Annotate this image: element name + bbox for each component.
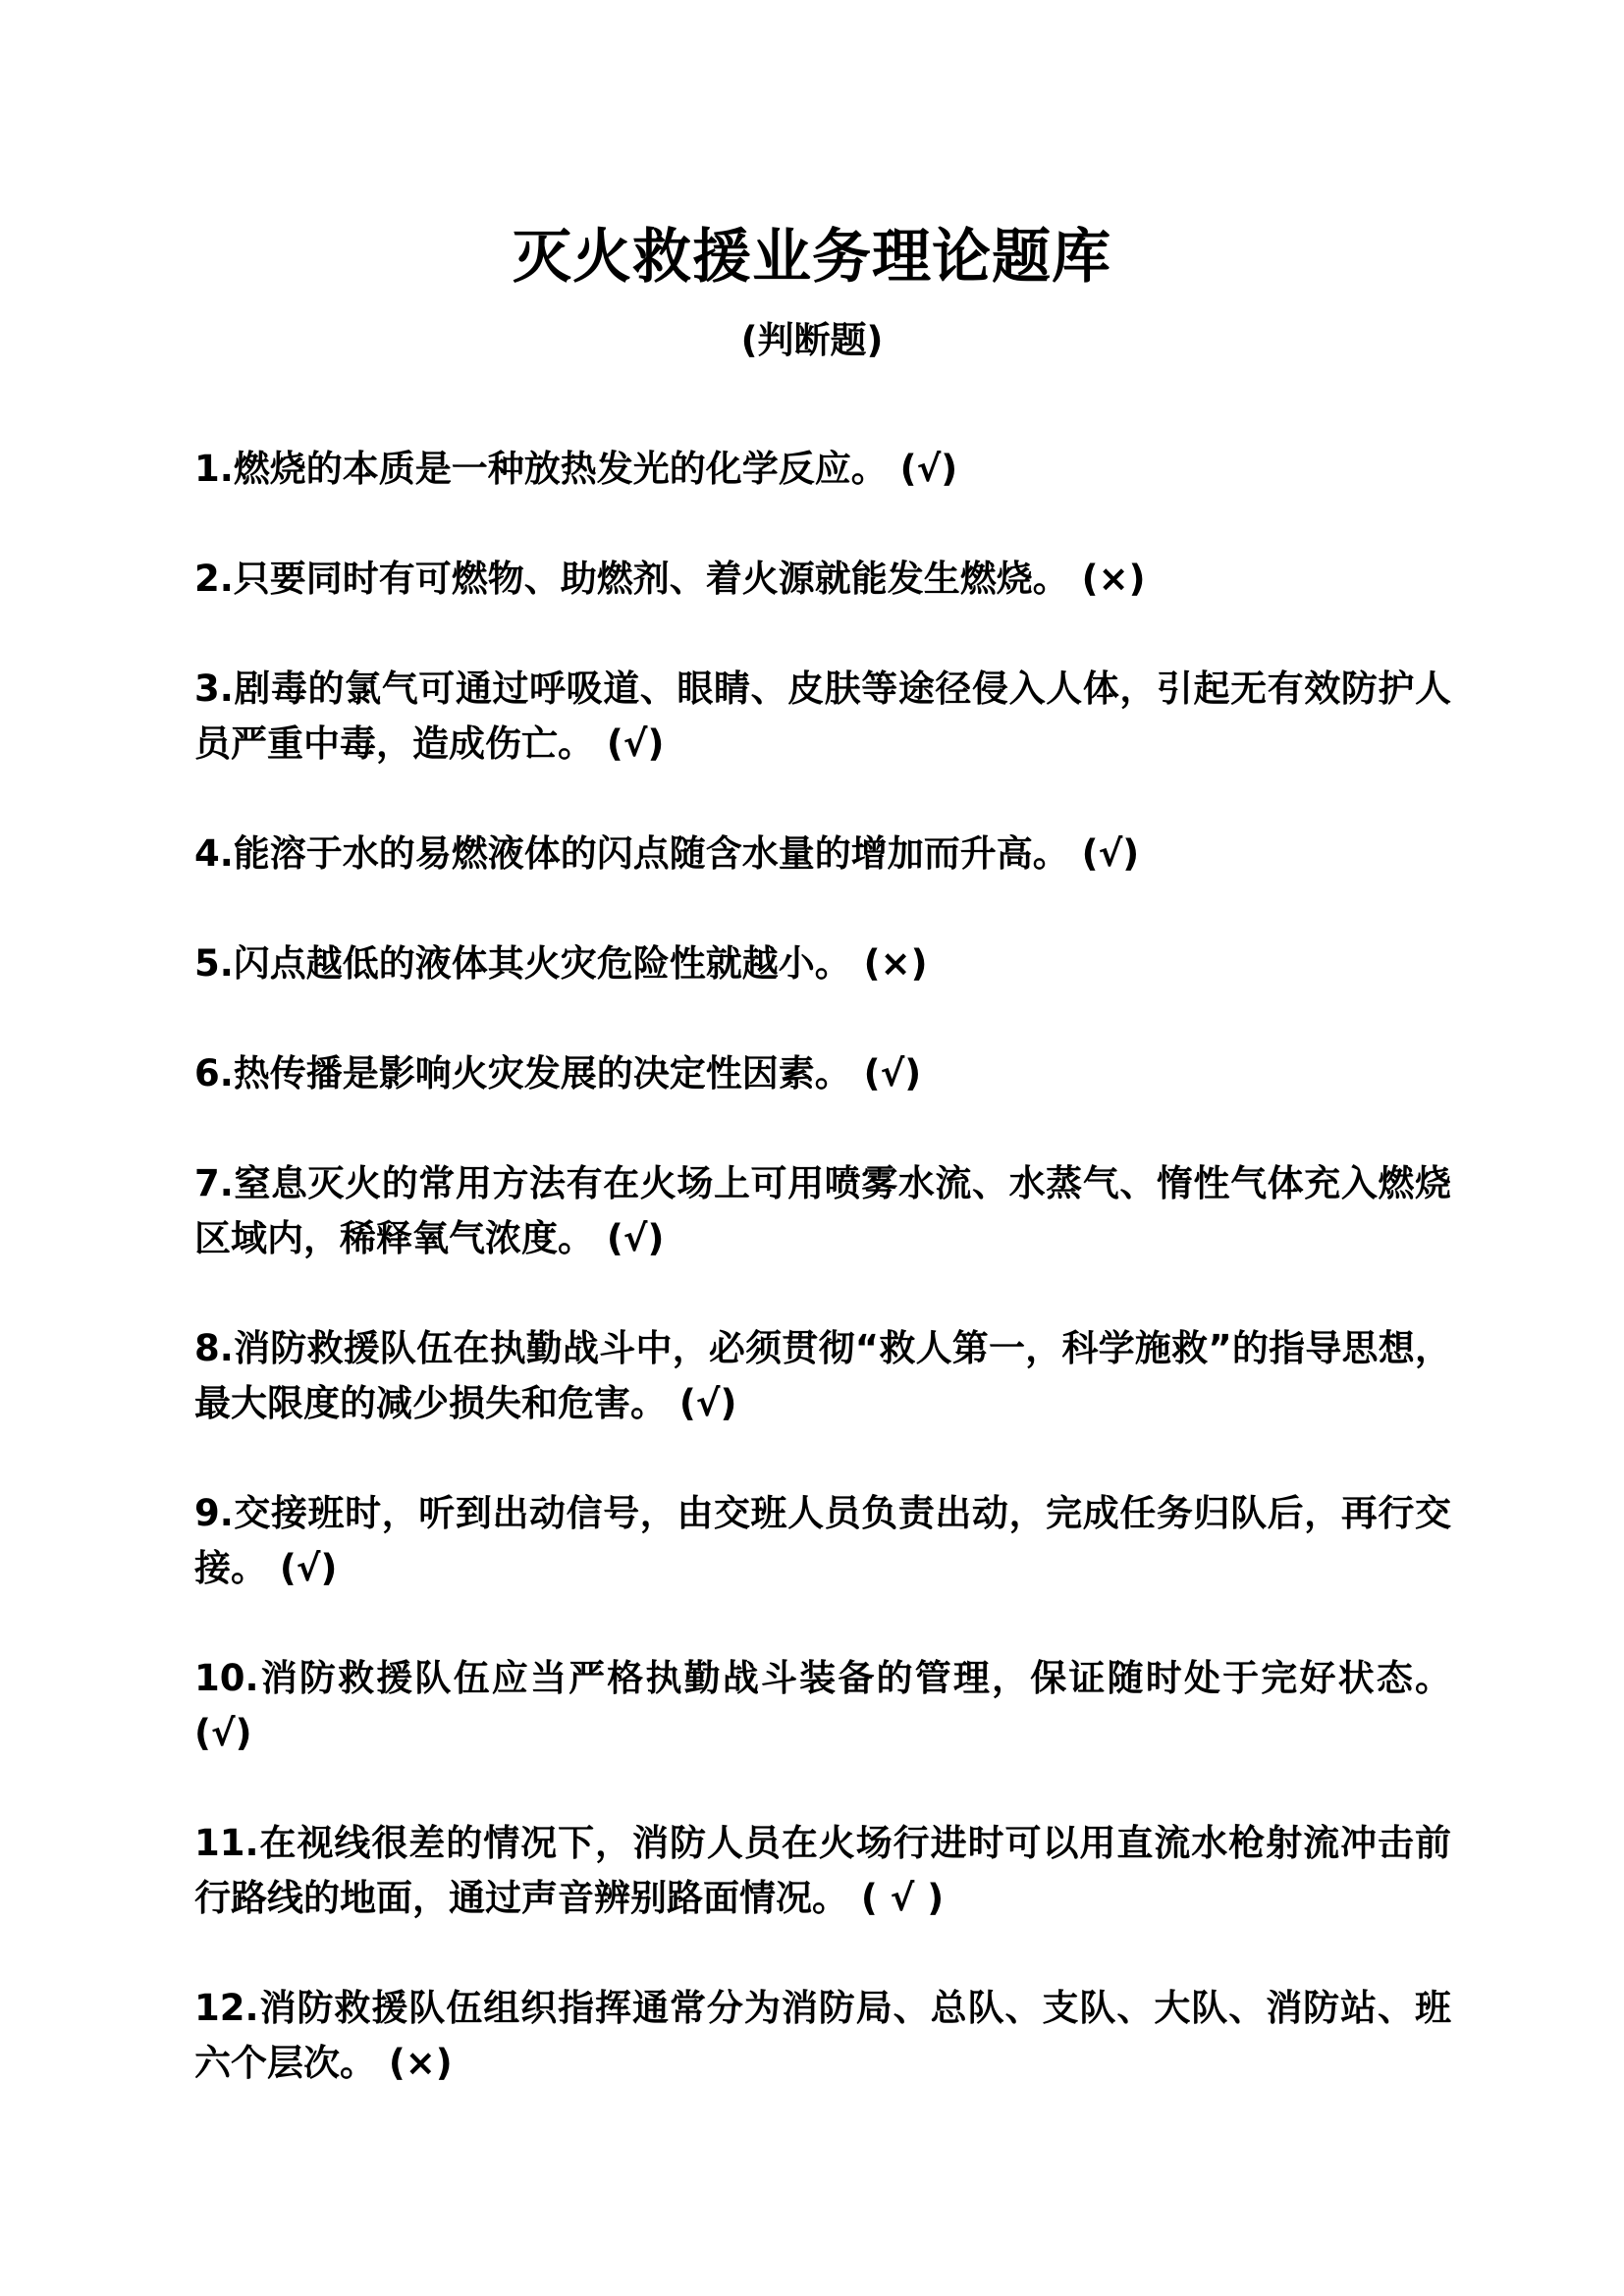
page-title: 灭火救援业务理论题库 — [513, 223, 1111, 292]
question-item: 8.消防救援队伍在执勤战斗中，必须贯彻“救人第一，科学施救”的指导思想，最大限度的减少损失和危害。 (√) — [194, 1327, 1451, 1424]
question-item: 7.窒息灭火的常用方法有在火场上可用喷雾水流、水蒸气、惰性气体充入燃烧区域内，稀释氧气浓度。 (√) — [194, 1162, 1451, 1259]
page-subtitle: (判断题) — [740, 319, 884, 361]
question-list — [194, 442, 1451, 2146]
question-item: 9.交接班时，听到出动信号，由交班人员负责出动，完成任务归队后，再行交接。 (√) — [194, 1492, 1451, 1589]
question-item: 2.只要同时有可燃物、助燃剂、着火源就能发生燃烧。 (×) — [194, 558, 1146, 600]
question-item: 6.热传播是影响火灾发展的决定性因素。 (√) — [194, 1052, 922, 1095]
question-item: 4.能溶于水的易燃液体的闪点随含水量的增加而升高。 (√) — [194, 832, 1140, 875]
question-item: 10.消防救援队伍应当严格执勤战斗装备的管理，保证随时处于完好状态。 (√) — [194, 1657, 1451, 1754]
question-item: 12.消防救援队伍组织指挥通常分为消防局、总队、支队、大队、消防站、班六个层次。 (×) — [194, 1987, 1451, 2084]
question-item: 5.闪点越低的液体其火灾危险性就越小。 (×) — [194, 942, 928, 985]
question-item: 11.在视线很差的情况下，消防人员在火场行进时可以用直流水枪射流冲击前行路线的地面，通过声音辨别路面情况。 ( √ ) — [194, 1822, 1451, 1919]
question-item: 1.燃烧的本质是一种放热发光的化学反应。 (√) — [194, 448, 958, 490]
question-item: 3.剧毒的氯气可通过呼吸道、眼睛、皮肤等途径侵入人体，引起无有效防护人员严重中毒，造成伤亡。 (√) — [194, 667, 1451, 765]
